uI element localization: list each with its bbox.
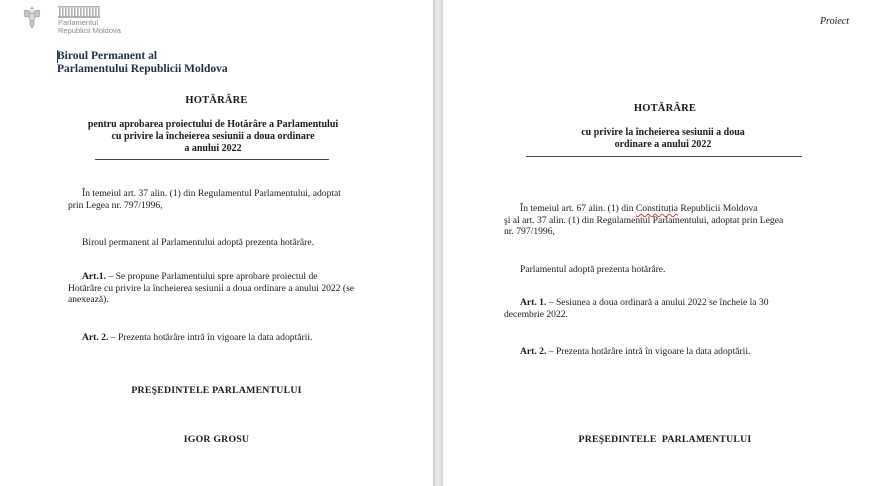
article-1-paragraph bbox=[68, 271, 390, 306]
article-1-line-2: Hotărâre cu privire la încheierea sesiunii a doua ordinare a anului 2022 (se bbox=[68, 282, 355, 294]
sender-line-1: Biroul Permanent al bbox=[57, 50, 158, 62]
article-2-label: Art. 2. bbox=[520, 346, 547, 357]
article-1-label: Art.1. bbox=[82, 271, 106, 282]
article-1-line-1: – Se propune Parlamentului spre aprobare proiectul de bbox=[105, 271, 318, 282]
preamble-line-2: şi al art. 37 alin. (1) din Regulamentul Parlamentului, adoptat prin Legea bbox=[504, 214, 784, 226]
document-page-right bbox=[443, 0, 887, 486]
preamble-line-3: nr. 797/1996, bbox=[504, 226, 555, 237]
article-1-line-2: decembrie 2022. bbox=[504, 308, 568, 320]
preamble-line-2: prin Legea nr. 797/1996, bbox=[68, 199, 163, 211]
subtitle-line-1: pentru aprobarea proiectului de Hotărâre a Parlamentului bbox=[87, 119, 339, 130]
article-2-label: Art. 2. bbox=[82, 332, 109, 343]
signature-name: IGOR GROSU bbox=[183, 434, 250, 445]
sender-line-2: Parlamentului Republicii Moldova bbox=[57, 63, 228, 75]
coat-of-arms-icon bbox=[22, 5, 42, 29]
signature-title: PREŞEDINTELE PARLAMENTULUI bbox=[578, 434, 752, 445]
document-subtitle bbox=[443, 127, 883, 151]
document-title: HOTĂRÂRE bbox=[633, 103, 697, 114]
preamble-line-1-end: Republicii Moldova bbox=[678, 203, 758, 214]
preamble-line-1-start: În temeiul art. 67 alin. (1) din bbox=[520, 203, 636, 214]
adoption-paragraph: Parlamentul adoptă prezenta hotărâre. bbox=[520, 264, 666, 275]
preamble-line-1: În temeiul art. 37 alin. (1) din Regulamentul Parlamentului, adoptat bbox=[82, 188, 341, 199]
page-gutter bbox=[433, 0, 443, 486]
document-subtitle bbox=[0, 119, 426, 155]
document-page-left bbox=[0, 0, 433, 486]
title-divider bbox=[526, 156, 802, 157]
article-2-paragraph bbox=[82, 332, 312, 344]
parliament-building-icon bbox=[58, 6, 100, 18]
article-1-line-1: – Sesiunea a doua ordinară a anului 2022 se încheie la 30 bbox=[546, 297, 769, 308]
article-2-text: – Prezenta hotărâre intră în vigoare la data adoptării. bbox=[108, 332, 313, 343]
title-divider bbox=[95, 159, 329, 160]
draft-status-label: Proiect bbox=[819, 16, 849, 27]
sender-block bbox=[57, 50, 228, 76]
preamble-paragraph bbox=[504, 203, 836, 238]
article-1-line-3: anexează). bbox=[68, 294, 109, 305]
adoption-paragraph: Biroul permanent al Parlamentului adoptă prezenta hotărâre. bbox=[82, 237, 315, 248]
subtitle-line-3: a anului 2022 bbox=[184, 143, 242, 154]
logo-line-2: Republicii Moldova bbox=[58, 26, 121, 35]
preamble-paragraph bbox=[68, 188, 390, 211]
logo-text bbox=[58, 19, 121, 35]
document-title: HOTĂRÂRE bbox=[185, 95, 248, 106]
subtitle-line-2: ordinare a anului 2022 bbox=[614, 139, 712, 150]
article-1-paragraph bbox=[504, 297, 836, 320]
subtitle-line-2: cu privire la încheierea sesiunii a doua ordinare bbox=[111, 131, 315, 142]
subtitle-line-1: cu privire la încheierea sesiunii a doua bbox=[581, 127, 745, 138]
logo-line-1: Parlamentul bbox=[58, 18, 99, 27]
article-1-label: Art. 1. bbox=[520, 297, 547, 308]
constitution-reference: Constituția bbox=[635, 203, 679, 214]
signature-title: PREŞEDINTELE PARLAMENTULUI bbox=[131, 385, 302, 396]
article-2-text: – Prezenta hotărâre intră în vigoare la data adoptării. bbox=[546, 346, 751, 357]
article-2-paragraph bbox=[520, 346, 750, 358]
